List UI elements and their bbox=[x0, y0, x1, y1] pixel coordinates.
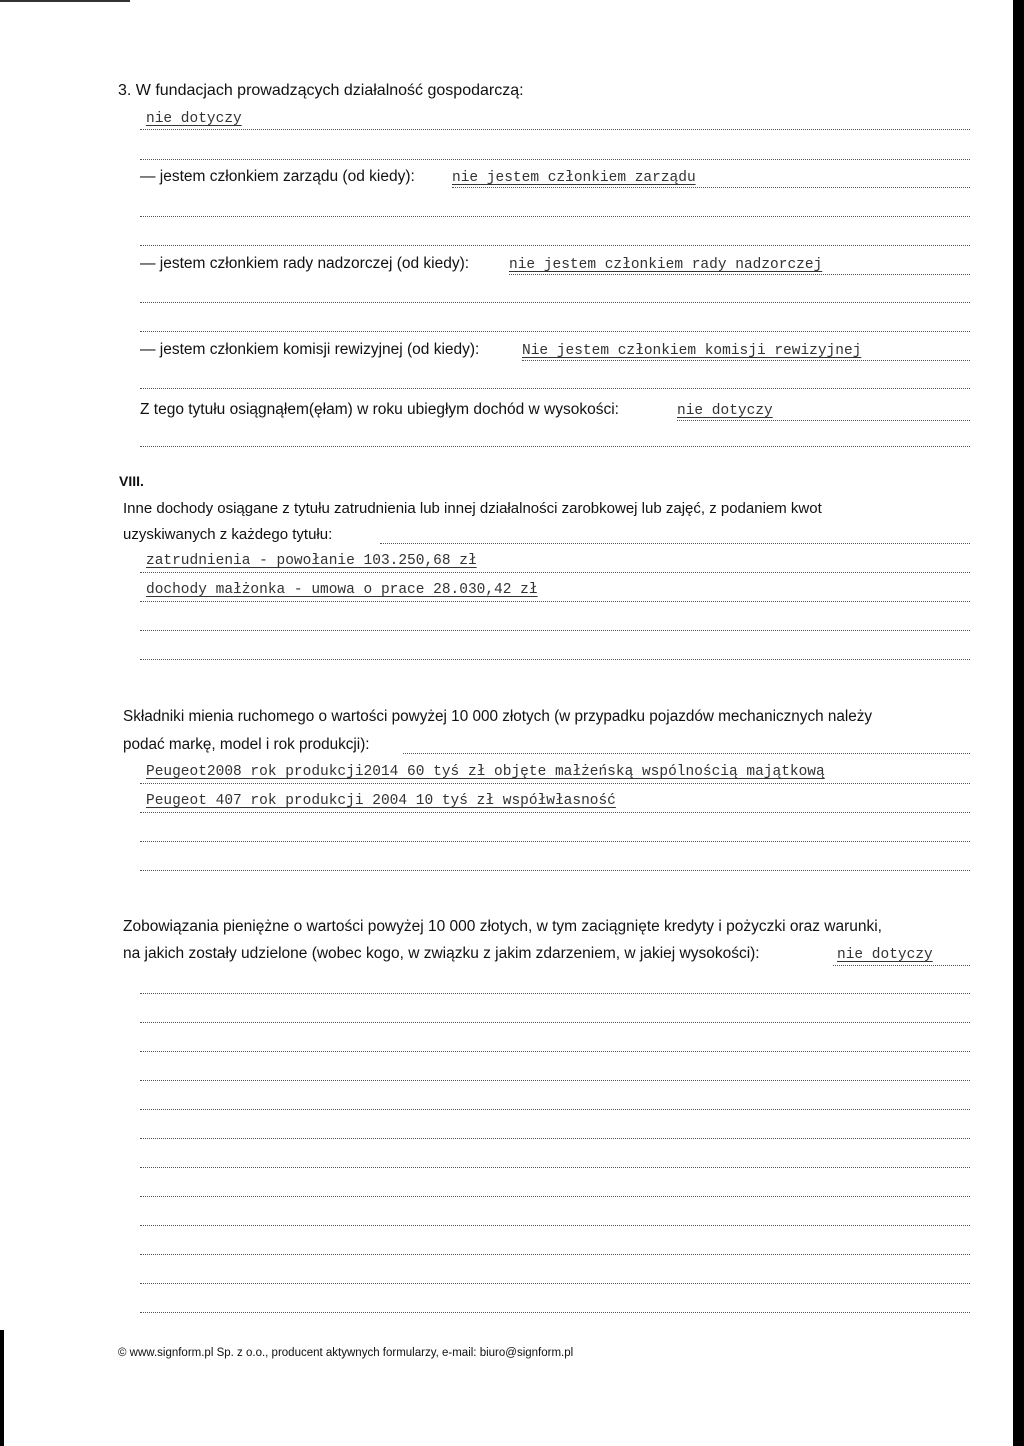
inne-dochody-line-1: Inne dochody osiągane z tytułu zatrudnienia lub innej działalności zarobkowej lub zajęć, z podaniem kwot bbox=[123, 500, 822, 517]
dotted-line bbox=[140, 1312, 970, 1313]
dochod-answer: nie dotyczy bbox=[677, 403, 773, 419]
mienie-line-2: podać markę, model i rok produkcji): bbox=[123, 736, 370, 753]
dochod-entry-1: zatrudnienia - powołanie 103.250,68 zł bbox=[146, 553, 477, 569]
dotted-line bbox=[522, 360, 970, 361]
scan-edge-top bbox=[0, 0, 130, 2]
dotted-line bbox=[140, 572, 970, 573]
inne-dochody-line-2: uzyskiwanych z każdego tytułu: bbox=[123, 526, 333, 543]
fundacje-answer: nie dotyczy bbox=[146, 111, 242, 127]
komisja-label: — jestem członkiem komisji rewizyjnej (od kiedy): bbox=[140, 341, 480, 358]
dotted-line bbox=[140, 331, 970, 332]
dotted-line bbox=[140, 870, 970, 871]
mienie-entry-2: Peugeot 407 rok produkcji 2004 10 tyś zł współwłasność bbox=[146, 793, 616, 809]
rada-label: — jestem członkiem rady nadzorczej (od kiedy): bbox=[140, 255, 470, 272]
dotted-line bbox=[140, 1109, 970, 1110]
dotted-line bbox=[403, 753, 970, 754]
dotted-line bbox=[140, 1138, 970, 1139]
dotted-line bbox=[140, 1080, 970, 1081]
zobowiazania-line-1: Zobowiązania pieniężne o wartości powyżej 10 000 złotych, w tym zaciągnięte kredyty i pożyczki oraz warunki, bbox=[123, 918, 882, 935]
section-viii-numeral: VIII. bbox=[119, 473, 144, 489]
footer-copyright: © www.signform.pl Sp. z o.o., producent aktywnych formularzy, e-mail: biuro@signform.pl bbox=[118, 1347, 574, 1359]
dotted-line bbox=[140, 446, 970, 447]
dotted-line bbox=[140, 812, 970, 813]
dotted-line bbox=[140, 1254, 970, 1255]
komisja-answer: Nie jestem członkiem komisji rewizyjnej bbox=[522, 343, 862, 359]
dotted-line bbox=[380, 543, 970, 544]
section-3-heading: 3. W fundacjach prowadzących działalność gospodarczą: bbox=[118, 82, 524, 99]
dotted-line bbox=[452, 187, 970, 188]
mienie-line-1: Składniki mienia ruchomego o wartości powyżej 10 000 złotych (w przypadku pojazdów mechanicznych należy bbox=[123, 708, 873, 725]
dotted-line bbox=[140, 630, 970, 631]
dotted-line bbox=[140, 601, 970, 602]
mienie-entry-1: Peugeot2008 rok produkcji2014 60 tyś zł objęte małżeńską wspólnością majątkową bbox=[146, 764, 825, 780]
dotted-line bbox=[140, 1283, 970, 1284]
dotted-line bbox=[140, 993, 970, 994]
dotted-line bbox=[140, 388, 970, 389]
zobowiazania-line-2: na jakich zostały udzielone (wobec kogo, w związku z jakim zdarzeniem, w jakiej wysokości): bbox=[123, 945, 760, 962]
dotted-line bbox=[140, 1225, 970, 1226]
dotted-line bbox=[140, 302, 970, 303]
dotted-line bbox=[140, 841, 970, 842]
dochod-label: Z tego tytułu osiągnąłem(ęłam) w roku ubiegłym dochód w wysokości: bbox=[140, 401, 619, 418]
dotted-line bbox=[140, 1051, 970, 1052]
dotted-line bbox=[677, 420, 970, 421]
dotted-line bbox=[140, 245, 970, 246]
dotted-line bbox=[140, 1196, 970, 1197]
dotted-line bbox=[140, 1167, 970, 1168]
rada-answer: nie jestem członkiem rady nadzorczej bbox=[509, 257, 823, 273]
dotted-line bbox=[140, 216, 970, 217]
dotted-line bbox=[140, 783, 970, 784]
zobowiazania-answer: nie dotyczy bbox=[837, 947, 933, 963]
zarzad-answer: nie jestem członkiem zarządu bbox=[452, 170, 696, 186]
dotted-line bbox=[140, 659, 970, 660]
scan-edge-left bbox=[0, 1330, 4, 1446]
zarzad-label: — jestem członkiem zarządu (od kiedy): bbox=[140, 168, 415, 185]
dotted-line bbox=[509, 274, 970, 275]
dotted-line bbox=[140, 1022, 970, 1023]
dotted-line bbox=[833, 965, 970, 966]
dotted-line bbox=[140, 129, 970, 130]
dochod-entry-2: dochody małżonka - umowa o prace 28.030,42 zł bbox=[146, 582, 538, 598]
dotted-line bbox=[140, 159, 970, 160]
scan-edge-right bbox=[1013, 0, 1024, 1446]
